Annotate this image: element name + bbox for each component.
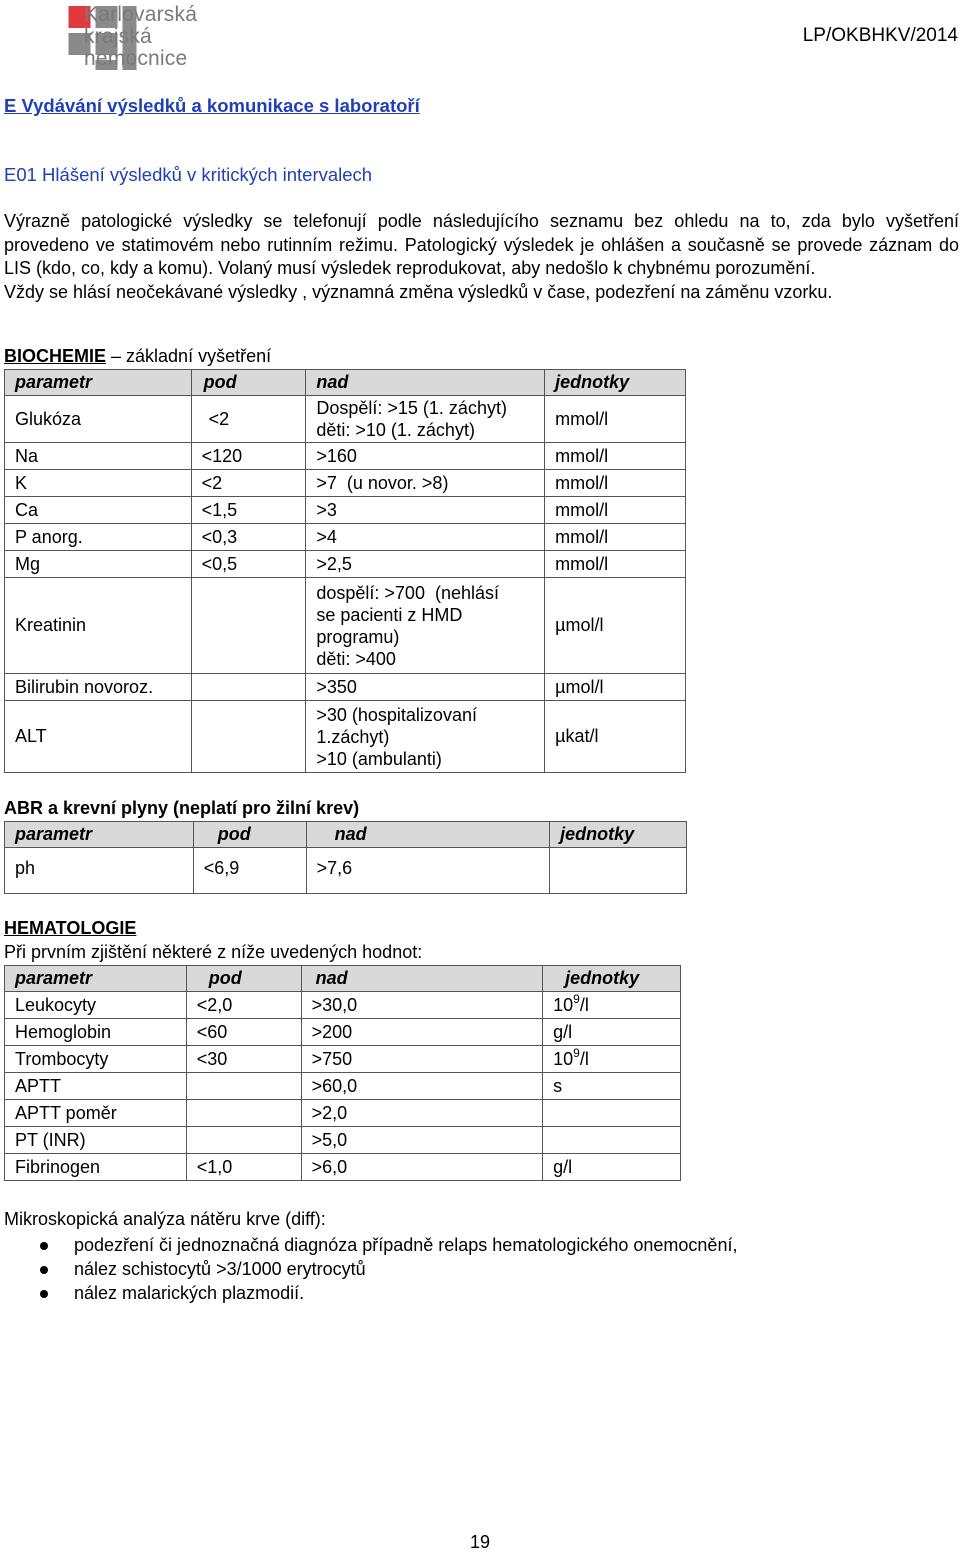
logo-wordmark: Karlovarská krajská nemocnice <box>84 3 198 70</box>
list-item: podezření či jednoznačná diagnóza případně relaps hematologického onemocnění, <box>4 1233 737 1257</box>
table-header-row <box>5 370 686 396</box>
list-item: nález malarických plazmodií. <box>4 1281 737 1305</box>
column-header: nad <box>301 966 542 992</box>
column-header: nad <box>306 822 550 848</box>
microscopy-list <box>4 1233 737 1305</box>
table-row: Leukocyty <2,0 >30,0 $10^9/l$ <box>5 992 681 1019</box>
column-header: nad <box>306 370 545 396</box>
biochemie-title: BIOCHEMIE – základní vyšetření <box>4 346 272 366</box>
section-title: E Vydávání výsledků a komunikace s laboratoří <box>4 95 420 116</box>
bullet-icon <box>40 1266 48 1274</box>
table-header-row <box>5 822 687 848</box>
table-row: Bilirubin novoroz. >350 µmol/l <box>5 674 686 701</box>
column-header: parametr <box>5 822 194 848</box>
table-row: P anorg. <0,3 >4 mmol/l <box>5 524 686 551</box>
bullet-icon <box>40 1242 48 1250</box>
abr-title: ABR a krevní plyny (neplatí pro žilní krev) <box>4 798 360 818</box>
column-header: pod <box>186 966 301 992</box>
table-row: ph <6,9 >7,6 <box>5 848 687 894</box>
intro-text <box>4 210 959 304</box>
microscopy-title: Mikroskopická analýza nátěru krve (diff): <box>4 1209 326 1229</box>
column-header: pod <box>191 370 306 396</box>
table-row: APTT poměr >2,0 <box>5 1100 681 1127</box>
table-row: Hemoglobin <60 >200 g/l <box>5 1019 681 1046</box>
table-row: Mg <0,5 >2,5 mmol/l <box>5 551 686 578</box>
table-header-row <box>5 966 681 992</box>
table-row: Ca <1,5 >3 mmol/l <box>5 497 686 524</box>
table-row: Glukóza <2 Dospělí: >15 (1. záchyt) děti: >10 (1. záchyt) mmol/l <box>5 396 686 443</box>
table-row: Fibrinogen <1,0 >6,0 g/l <box>5 1154 681 1181</box>
table-row: Na <120 >160 mmol/l <box>5 443 686 470</box>
table-row: K <2 >7 (u novor. >8) mmol/l <box>5 470 686 497</box>
column-header: parametr <box>5 370 192 396</box>
bullet-icon <box>40 1290 48 1298</box>
hematologie-subtitle: Při prvním zjištění některé z níže uvedených hodnot: <box>4 942 423 962</box>
table-row: Trombocyty <30 >750 $10^9/l$ <box>5 1046 681 1073</box>
intro-paragraph: Výrazně patologické výsledky se telefonují podle následujícího seznamu bez ohledu na to, zda bylo vyšetření provedeno ve statimovém nebo rutinním režimu. Patologický výsledek je ohlášen a současně se provede záznam do LIS (kdo, co, kdy a komu). Volaný musí výsledek reprodukovat, aby nedošlo k chybnému porozumění. <box>4 211 959 278</box>
intro-paragraph: Vždy se hlásí neočekávané výsledky , významná změna výsledků v čase, podezření na záměnu vzorku. <box>4 281 833 302</box>
list-item: nález schistocytů >3/1000 erytrocytů <box>4 1257 737 1281</box>
abr-table <box>4 821 687 894</box>
table-row: APTT >60,0 s <box>5 1073 681 1100</box>
column-header: pod <box>193 822 306 848</box>
column-header: parametr <box>5 966 187 992</box>
hematologie-table <box>4 965 681 1181</box>
column-header: jednotky <box>543 966 681 992</box>
table-row: PT (INR) >5,0 <box>5 1127 681 1154</box>
microscopy-section <box>4 1207 737 1305</box>
column-header: jednotky <box>545 370 686 396</box>
column-header: jednotky <box>550 822 687 848</box>
subsection-title: E01 Hlášení výsledků v kritických intervalech <box>4 164 373 185</box>
biochemie-table <box>4 369 686 773</box>
page-number: 19 <box>469 1532 491 1552</box>
hematologie-title: HEMATOLOGIE <box>4 918 137 938</box>
table-row: ALT >30 (hospitalizovaní 1.záchyt) >10 (ambulanti) µkat/l <box>5 701 686 773</box>
document-id: LP/OKBHKV/2014 <box>802 25 958 46</box>
table-row: Kreatinin dospělí: >700 (nehlásí se pacienti z HMD programu) děti: >400 µmol/l <box>5 578 686 674</box>
